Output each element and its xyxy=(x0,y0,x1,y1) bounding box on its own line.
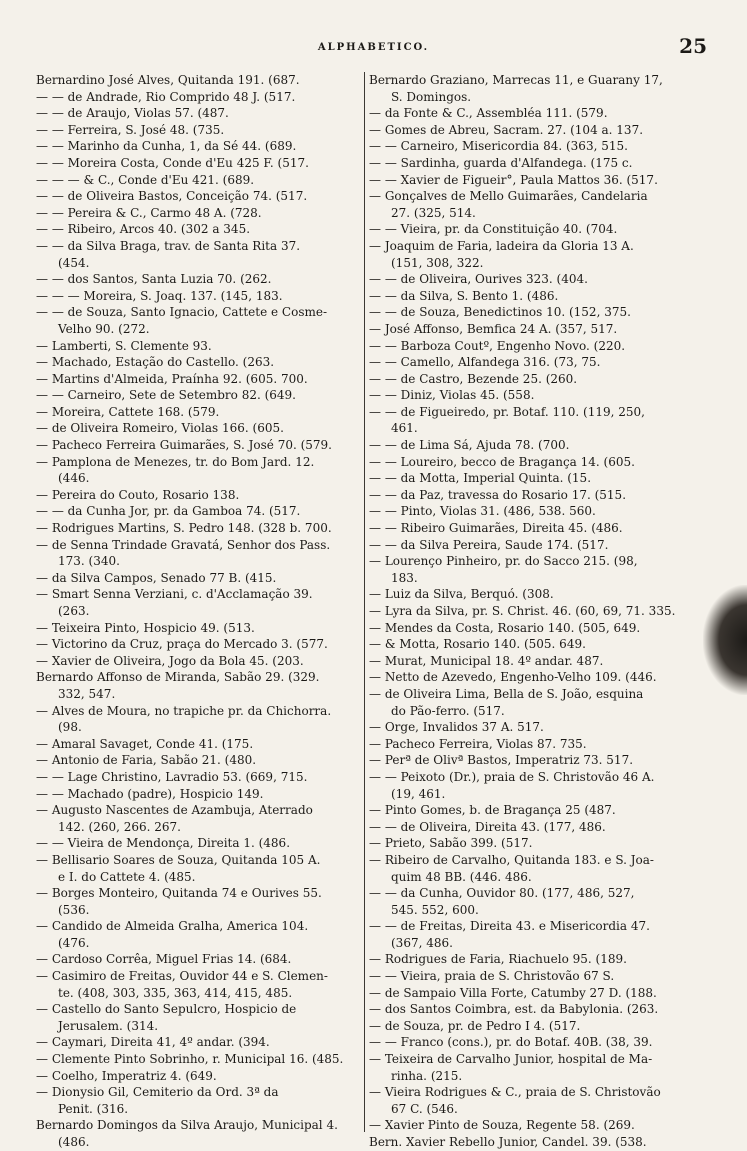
directory-entry-line: — — Moreira Costa, Conde d'Eu 425 F. (517. xyxy=(36,155,309,170)
directory-entry-line: — Luiz da Silva, Berquó. (308. xyxy=(369,587,554,602)
directory-entry-line: — — de Freitas, Direita 43. e Misericordia 47. xyxy=(369,919,650,934)
directory-entry-line: — — de Castro, Bezende 25. (260. xyxy=(369,371,578,386)
directory-entry-line: (476. xyxy=(58,935,90,950)
directory-entry-line: — Victorino da Cruz, praça do Mercado 3. (577. xyxy=(36,637,328,652)
directory-entry-line: (263. xyxy=(58,604,90,618)
directory-entry-line: — Augusto Nascentes de Azambuja, Aterrado xyxy=(36,803,313,818)
directory-entry-line: — Lyra da Silva, pr. S. Christ. 46. (60, 69, 71. 335. xyxy=(369,604,676,618)
directory-entry-line: — Caymari, Direita 41, 4º andar. (394. xyxy=(36,1035,270,1050)
directory-entry-line: — — Peixoto (Dr.), praia de S. Christovão 46 A. xyxy=(369,769,655,784)
directory-entry-line: — — Vieira de Mendonça, Direita 1. (486. xyxy=(36,836,291,851)
directory-entry-line: — Pamplona de Menezes, tr. do Bom Jard. 12. xyxy=(36,454,315,469)
directory-entry-line: — Perª de Olivª Bastos, Imperatriz 73. 517. xyxy=(369,753,634,768)
directory-entry-line: — — Ferreira, S. José 48. (735. xyxy=(36,122,225,137)
directory-entry-line: — Clemente Pinto Sobrinho, r. Municipal 16. (485. xyxy=(36,1052,344,1067)
directory-entry-line: — — Loureiro, becco de Bragança 14. (605. xyxy=(369,454,635,469)
directory-entry-line: — — de Souza, Santo Ignacio, Cattete e Cosme- xyxy=(36,305,328,320)
directory-entry-line: — Pacheco Ferreira, Violas 87. 735. xyxy=(369,736,587,751)
directory-entry-line: — — Xavier de Figueir°, Paula Mattos 36. (517. xyxy=(369,172,658,187)
directory-entry-line: — Amaral Savaget, Conde 41. (175. xyxy=(36,736,254,751)
directory-entry-line: — Gonçalves de Mello Guimarães, Candelaria xyxy=(369,189,648,204)
directory-entry-line: — — Vieira, pr. da Constituição 40. (704. xyxy=(369,222,618,237)
directory-entry-line: — Pereira do Couto, Rosario 138. xyxy=(36,487,240,502)
directory-entry-line: (98. xyxy=(58,720,82,735)
directory-entry-line: quim 48 BB. (446. 486. xyxy=(391,869,532,884)
directory-entry-line: — José Affonso, Bemfica 24 A. (357, 517. xyxy=(369,321,618,336)
directory-entry-line: — Ribeiro de Carvalho, Quitanda 183. e S. Joa- xyxy=(369,852,654,867)
directory-entry-line: — Rodrigues de Faria, Riachuelo 95. (189. xyxy=(369,952,627,967)
directory-entry-line: 173. (340. xyxy=(58,554,120,569)
directory-entry-line: — — de Oliveira, Ourives 323. (404. xyxy=(369,272,588,287)
page-number: 25 xyxy=(679,34,707,58)
directory-entry-line: — Smart Senna Verziani, c. d'Acclamação 39. xyxy=(36,587,313,602)
directory-entry-line: — de Senna Trindade Gravatá, Senhor dos Pass. xyxy=(36,537,331,552)
directory-entry-line: — — de Lima Sá, Ajuda 78. (700. xyxy=(369,438,570,453)
directory-entry-line: (19, 461. xyxy=(391,786,446,801)
directory-entry-line: — Orge, Invalidos 37 A. 517. xyxy=(369,720,544,735)
directory-entry-line: — Bellisario Soares de Souza, Quitanda 105 A. xyxy=(36,852,321,867)
directory-entry-line: — Castello do Santo Sepulcro, Hospicio de xyxy=(36,1002,297,1017)
directory-entry-line: — — Diniz, Violas 45. (558. xyxy=(369,388,535,403)
directory-entry-line: S. Domingos. xyxy=(391,89,472,104)
directory-entry-line: — — de Oliveira, Direita 43. (177, 486. xyxy=(369,819,606,834)
directory-entry-line: — — Vieira, praia de S. Christovão 67 S. xyxy=(369,969,615,984)
directory-entry-line: (151, 308, 322. xyxy=(391,255,484,270)
directory-entry-line: Bernardo Domingos da Silva Araujo, Municipal 4. xyxy=(36,1118,338,1133)
directory-entry-line: — Lourenço Pinheiro, pr. do Sacco 215. (98, xyxy=(369,554,638,569)
directory-entry-line: — — de Araujo, Violas 57. (487. xyxy=(36,106,229,121)
directory-entry-line: (446. xyxy=(58,471,90,486)
directory-entry-line: — Antonio de Faria, Sabão 21. (480. xyxy=(36,753,257,768)
directory-entry-line: — — Pinto, Violas 31. (486, 538. 560. xyxy=(369,504,596,519)
directory-entry-line: — — da Silva, S. Bento 1. (486. xyxy=(369,288,559,303)
running-title: ALPHABETICO. xyxy=(317,42,430,53)
directory-entry-line: — — Machado (padre), Hospicio 149. xyxy=(36,786,264,801)
directory-entry-line: — Netto de Azevedo, Engenho-Velho 109. (446. xyxy=(369,670,657,685)
directory-entry-line: — Joaquim de Faria, ladeira da Gloria 13 A. xyxy=(369,238,634,253)
directory-entry-line: 545. 552, 600. xyxy=(391,902,479,917)
directory-entry-line: — de Sampaio Villa Forte, Catumby 27 D. (188. xyxy=(369,985,657,1000)
directory-entry-line: — — Barboza Coutº, Engenho Novo. (220. xyxy=(369,338,626,353)
directory-entry-line: — — Pereira & C., Carmo 48 A. (728. xyxy=(36,205,262,220)
directory-entry-line: — Casimiro de Freitas, Ouvidor 44 e S. Clemen- xyxy=(36,969,328,984)
directory-entry-line: — de Oliveira Lima, Bella de S. João, esquina xyxy=(369,686,644,701)
directory-entry-line: — Mendes da Costa, Rosario 140. (505, 649. xyxy=(369,620,641,635)
directory-entry-line: te. (408, 303, 335, 363, 414, 415, 485. xyxy=(58,985,293,1000)
directory-entry-line: — — Marinho da Cunha, 1, da Sé 44. (689. xyxy=(36,139,297,154)
directory-entry-line: — Gomes de Abreu, Sacram. 27. (104 a. 137. xyxy=(369,122,644,137)
directory-entry-line: — — de Oliveira Bastos, Conceição 74. (517. xyxy=(36,189,308,204)
directory-entry-line: Velho 90. (272. xyxy=(58,321,150,336)
right-column xyxy=(369,72,699,1151)
directory-entry-line: — — de Figueiredo, pr. Botaf. 110. (119, 250, xyxy=(369,404,645,419)
directory-entry-line: — — da Paz, travessa do Rosario 17. (515. xyxy=(369,487,627,502)
directory-entry-line: e I. do Cattete 4. (485. xyxy=(58,869,196,884)
directory-entry-line: (454. xyxy=(58,255,90,270)
directory-entry-line: — — Ribeiro, Arcos 40. (302 a 345. xyxy=(36,222,251,237)
directory-entry-line: — — de Andrade, Rio Comprido 48 J. (517. xyxy=(36,89,296,104)
directory-entry-line: — da Fonte & C., Assembléa 111. (579. xyxy=(369,106,608,121)
directory-entry-line: — da Silva Campos, Senado 77 B. (415. xyxy=(36,570,277,585)
directory-entry-line: rinha. (215. xyxy=(391,1068,463,1083)
directory-entry-line: — — Carneiro, Misericordia 84. (363, 515. xyxy=(369,139,628,154)
directory-entry-line: — — — & C., Conde d'Eu 421. (689. xyxy=(36,172,255,187)
directory-entry-line: — Moreira, Cattete 168. (579. xyxy=(36,404,220,419)
left-column xyxy=(36,72,362,1151)
directory-entry-line: — Xavier Pinto de Souza, Regente 58. (269. xyxy=(369,1118,635,1133)
directory-entry-line: — Vieira Rodrigues & C., praia de S. Christovão xyxy=(369,1085,661,1100)
directory-entry-line: — Borges Monteiro, Quitanda 74 e Ourives 55. xyxy=(36,886,322,901)
directory-entry-line: — de Oliveira Romeiro, Violas 166. (605. xyxy=(36,421,284,436)
directory-entry-line: do Pão-ferro. (517. xyxy=(391,703,505,718)
directory-entry-line: — Rodrigues Martins, S. Pedro 148. (328 b. 700. xyxy=(36,521,332,536)
directory-entry-line: — — da Silva Pereira, Saude 174. (517. xyxy=(369,537,609,552)
directory-entry-line: — — da Cunha, Ouvidor 80. (177, 486, 527, xyxy=(369,886,635,901)
directory-entry-line: — — Sardinha, guarda d'Alfandega. (175 c. xyxy=(369,155,633,170)
directory-entry-line: — Lamberti, S. Clemente 93. xyxy=(36,338,212,353)
directory-entry-line: — Murat, Municipal 18. 4º andar. 487. xyxy=(369,653,604,668)
directory-entry-line: 183. xyxy=(391,570,418,585)
directory-entry-line: — Martins d'Almeida, Praínha 92. (605. 700. xyxy=(36,371,308,386)
directory-entry-line: 142. (260, 266. 267. xyxy=(58,819,181,834)
directory-entry-line: (536. xyxy=(58,902,90,917)
directory-entry-line: — — da Cunha Jor, pr. da Gamboa 74. (517. xyxy=(36,504,301,519)
directory-entry-line: Bernardo Affonso de Miranda, Sabão 29. (329. xyxy=(36,670,320,685)
directory-entry-line: — — Camello, Alfandega 316. (73, 75. xyxy=(369,355,601,370)
directory-entry-line: 332, 547. xyxy=(58,686,116,701)
column-divider xyxy=(364,72,365,1132)
directory-entry-line: — — Lage Christino, Lavradio 53. (669, 715. xyxy=(36,769,308,784)
directory-entry-line: — & Motta, Rosario 140. (505. 649. xyxy=(369,637,586,652)
directory-entry-line: 67 C. (546. xyxy=(391,1101,458,1116)
directory-entry-line: — — Carneiro, Sete de Setembro 82. (649. xyxy=(36,388,296,403)
directory-entry-line: — de Souza, pr. de Pedro I 4. (517. xyxy=(369,1018,581,1033)
directory-entry-line: (486. xyxy=(58,1135,90,1149)
directory-entry-line: Bern. Xavier Rebello Junior, Candel. 39. (538. xyxy=(369,1135,647,1149)
directory-entry-line: — Xavier de Oliveira, Jogo da Bola 45. (203. xyxy=(36,653,304,668)
directory-entry-line: Bernardino José Alves, Quitanda 191. (687. xyxy=(36,73,300,87)
directory-entry-line: — — — Moreira, S. Joaq. 137. (145, 183. xyxy=(36,288,283,303)
directory-entry-line: 461. xyxy=(391,421,418,436)
directory-entry-line: — Dionysio Gil, Cemiterio da Ord. 3ª da xyxy=(36,1085,279,1100)
directory-entry-line: — Cardoso Corrêa, Miguel Frias 14. (684. xyxy=(36,952,292,967)
directory-entry-line: — Machado, Estação do Castello. (263. xyxy=(36,355,275,370)
directory-entry-line: — — Franco (cons.), pr. do Botaf. 40B. (38, 39. xyxy=(369,1035,653,1050)
directory-entry-line: — — de Souza, Benedictinos 10. (152, 375. xyxy=(369,305,631,320)
directory-entry-line: Penit. (316. xyxy=(58,1101,129,1116)
directory-entry-line: — — dos Santos, Santa Luzia 70. (262. xyxy=(36,272,272,287)
binding-shadow xyxy=(703,585,747,695)
directory-entry-line: — Alves de Moura, no trapiche pr. da Chichorra. xyxy=(36,703,332,718)
directory-entry-line: — — da Motta, Imperial Quinta. (15. xyxy=(369,471,592,486)
directory-entry-line: — — da Silva Braga, trav. de Santa Rita 37. xyxy=(36,238,301,253)
directory-entry-line: — Pinto Gomes, b. de Bragança 25 (487. xyxy=(369,803,616,818)
directory-entry-line: — dos Santos Coimbra, est. da Babylonia. (263. xyxy=(369,1002,659,1017)
directory-entry-line: — Candido de Almeida Gralha, America 104. xyxy=(36,919,309,934)
directory-entry-line: — Teixeira Pinto, Hospicio 49. (513. xyxy=(36,620,255,635)
directory-entry-line: — Teixeira de Carvalho Junior, hospital de Ma- xyxy=(369,1052,653,1067)
directory-entry-line: Bernardo Graziano, Marrecas 11, e Guarany 17, xyxy=(369,73,663,87)
directory-entry-line: — — Ribeiro Guimarães, Direita 45. (486. xyxy=(369,521,623,536)
directory-entry-line: — Coelho, Imperatriz 4. (649. xyxy=(36,1068,217,1083)
directory-entry-line: (367, 486. xyxy=(391,935,453,950)
directory-entry-line: Jerusalem. (314. xyxy=(58,1018,159,1033)
directory-entry-line: — Pacheco Ferreira Guimarães, S. José 70. (579. xyxy=(36,438,332,453)
directory-entry-line: 27. (325, 514. xyxy=(391,205,476,220)
directory-entry-line: — Prieto, Sabão 399. (517. xyxy=(369,836,533,851)
